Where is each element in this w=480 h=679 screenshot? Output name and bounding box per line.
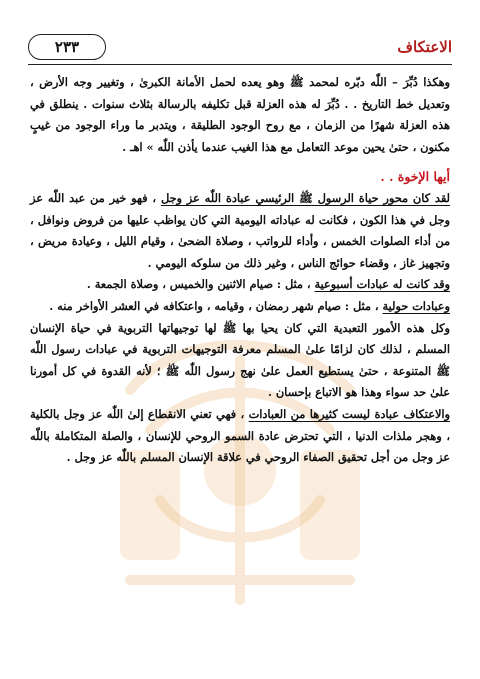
- paragraph-3-lead: وقد كانت له عبادات أسبوعية: [314, 277, 450, 292]
- paragraph-4: [30, 296, 450, 318]
- paragraph-3: [30, 274, 450, 296]
- spacer: [30, 158, 450, 164]
- paragraph-6-rest: ، فهي تعني الانقطاع إلىٰ اللّٰه عز وجل بالكلية ، وهجر ملذات الدنيا ، التي تحترض عادة السمو الروحي للإنسان ، والصلة المتكاملة باللّٰه عز وجل من أجل تحقيق الصفاء الروحي في علاقة الإنسان المسلم باللّٰه عز وجل .: [30, 406, 450, 465]
- page-header: [28, 34, 452, 64]
- paragraph-4-lead: وعبادات حولية: [382, 298, 450, 313]
- paragraph-6: [30, 404, 450, 469]
- paragraph-1: وهكذا دُبِّرَ – اللّٰه دبّره لمحمد ﷺ وهو يعده لحمل الأمانة الكبرىٰ ، وتغيير وجه الأرض ، وتعديل خط التاريخ . . دُبِّرَ له هذه العزلة قبل تكليفه بالرسالة بثلاث سنوات . ينطلق في هذه العزلة شهرًا من الزمان ، مع روح الوجود الطليقة ، ويتدبر ما وراء الوجود من غيبٍ مكنون ، حتىٰ يحين موعد التعامل مع هذا الغيب عندما يأذن اللّٰه » اهـ .: [30, 75, 450, 154]
- header-divider: [28, 64, 452, 65]
- paragraph-5: وكل هذه الأمور التعبدية التي كان يحيا بها ﷺ لها توجيهاتها التربوية في حياة الإنسان المسلم ، لذلك كان لزامًا علىٰ المسلم معرفة التوجيهات التربوية في عبادات رسول اللّٰه ﷺ المتنوعة ، حتىٰ يستطيع العمل علىٰ نهج رسول اللّٰه ﷺ ؛ لأنه القدوة في كل أمورنا علىٰ حد سواء وهذا هو الاتباع بإحسان .: [30, 320, 450, 400]
- paragraph-6-lead: والاعتكاف عبادة ليست كثيرها من العبادات: [248, 406, 450, 421]
- paragraph-3-rest: ، مثل : صيام الاثنين والخميس ، وصلاة الجمعة .: [86, 277, 315, 292]
- section-heading: أيها الإخوة . .: [380, 169, 450, 185]
- paragraph-2-lead: لقد كان محور حياة الرسول ﷺ الرئيسي عبادة اللّٰه عز وجل: [160, 190, 451, 205]
- page-number: ٢٣٣: [28, 34, 106, 60]
- paragraph-4-rest: ، مثل : صيام شهر رمضان ، وقيامه ، واعتكافه في العشر الأواخر منه .: [49, 298, 383, 313]
- page-body: [30, 72, 450, 469]
- paragraph-2: [30, 188, 450, 274]
- paragraph-2-rest: ، فهو خير من عبد اللّٰه عز وجل في هذا الكون ، فكانت له عباداته اليومية التي كان يواظب عليها من فروض ونوافل ، من أداء الصلوات الخمس ، وأداء للرواتب ، وصلاة الضحىٰ ، وقيام الليل ، وعيادة مريض ، وتجهيز غاز ، وقضاء حوائج الناس ، وغير ذلك من سلوكه اليومي .: [30, 190, 450, 270]
- chapter-title: الاعتكاف: [397, 38, 452, 56]
